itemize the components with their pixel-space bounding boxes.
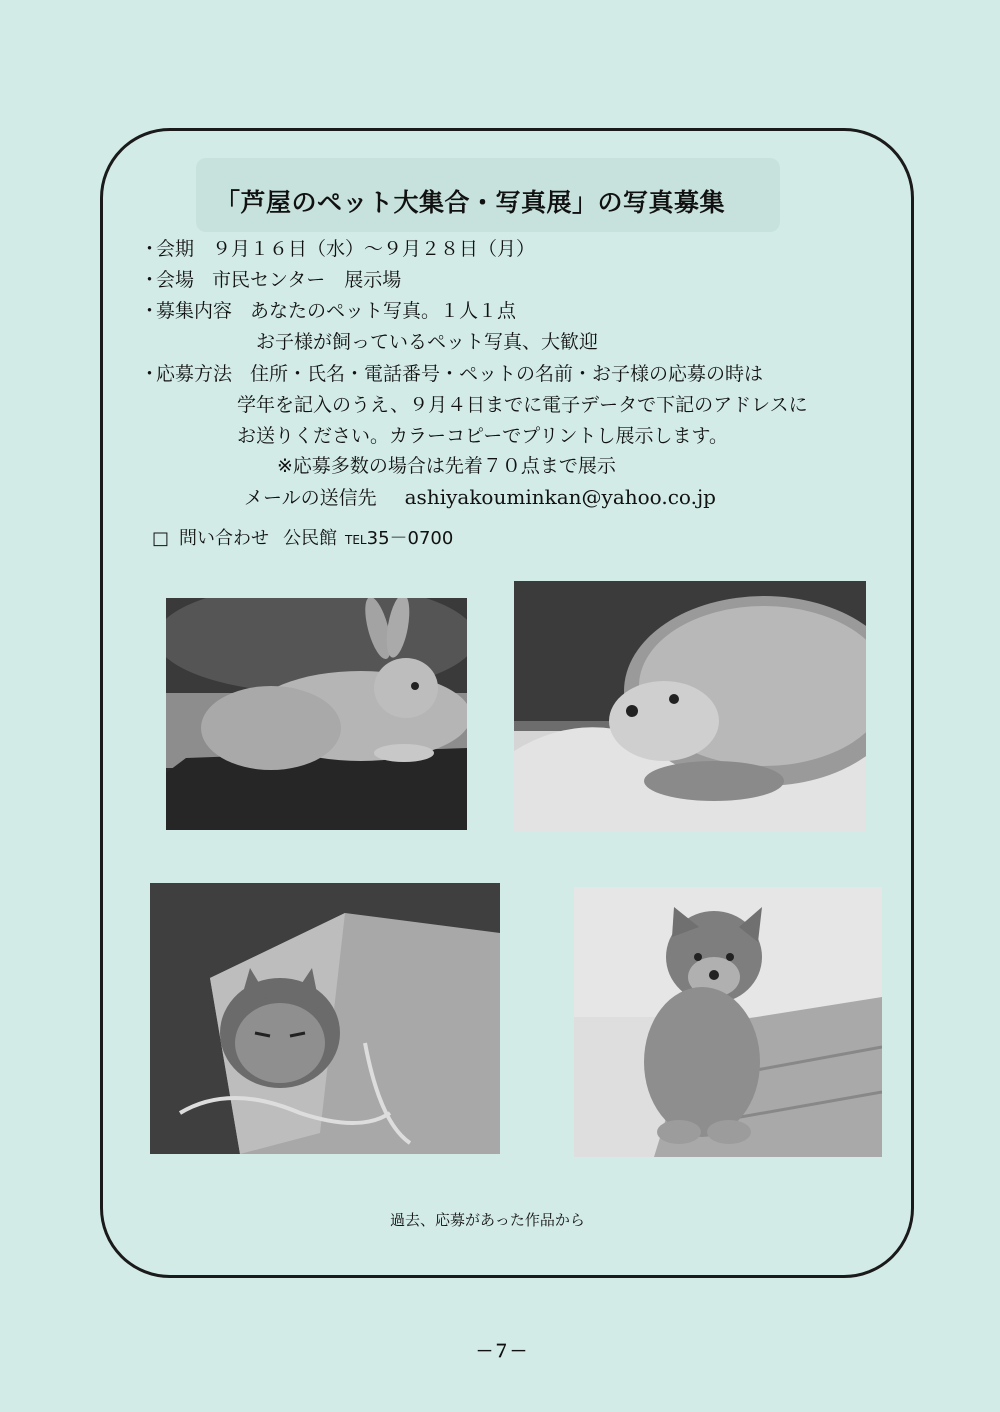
venue-line: ・会場 市民センター 展示場 [140, 269, 402, 291]
contact-label: 問い合わせ [179, 528, 270, 549]
method-text-2: 学年を記入のうえ、９月４日までに電子データで下記のアドレスに [237, 394, 808, 416]
venue-value: 市民センター 展示場 [212, 269, 402, 291]
content-label: 募集内容 [156, 300, 233, 322]
period-value: ９月１６日（水）～９月２８日（月） [212, 238, 536, 260]
contact-line [152, 524, 453, 550]
contact-tel-prefix: TEL [345, 533, 367, 547]
method-label: 応募方法 [156, 363, 233, 385]
period-line: ・会期 ９月１６日（水）～９月２８日（月） [140, 238, 536, 260]
contact-place: 公民館 [283, 528, 338, 549]
email-line [244, 483, 716, 510]
dog-photo [574, 887, 882, 1157]
email-address[interactable]: ashiyakouminkan@yahoo.co.jp [404, 485, 716, 509]
period-label: 会期 [156, 238, 195, 260]
content-value-2: お子様が飼っているペット写真、大歓迎 [256, 331, 599, 353]
hedgehog-photo [514, 581, 866, 832]
page-number: －７－ [476, 1342, 527, 1362]
method-note: ※応募多数の場合は先着７０点まで展示 [277, 455, 616, 477]
contact-box-icon: □ [152, 528, 170, 549]
content-line: ・募集内容 あなたのペット写真。１人１点 [140, 300, 517, 322]
content-value: あなたのペット写真。１人１点 [250, 300, 517, 322]
email-label: メールの送信先 [244, 487, 377, 509]
contact-tel: 35－0700 [366, 528, 454, 549]
method-line: ・応募方法 住所・氏名・電話番号・ペットの名前・お子様の応募の時は [140, 363, 764, 385]
rabbit-photo [166, 598, 467, 830]
cat-photo [150, 883, 500, 1154]
method-text-1: 住所・氏名・電話番号・ペットの名前・お子様の応募の時は [250, 363, 764, 385]
venue-label: 会場 [156, 269, 195, 291]
method-text-3: お送りください。カラーコピーでプリントし展示します。 [237, 425, 728, 447]
photo-caption: 過去、応募があった作品から [390, 1211, 585, 1229]
flyer-title: 「芦屋のペット大集合・写真展」の写真募集 [215, 188, 726, 217]
